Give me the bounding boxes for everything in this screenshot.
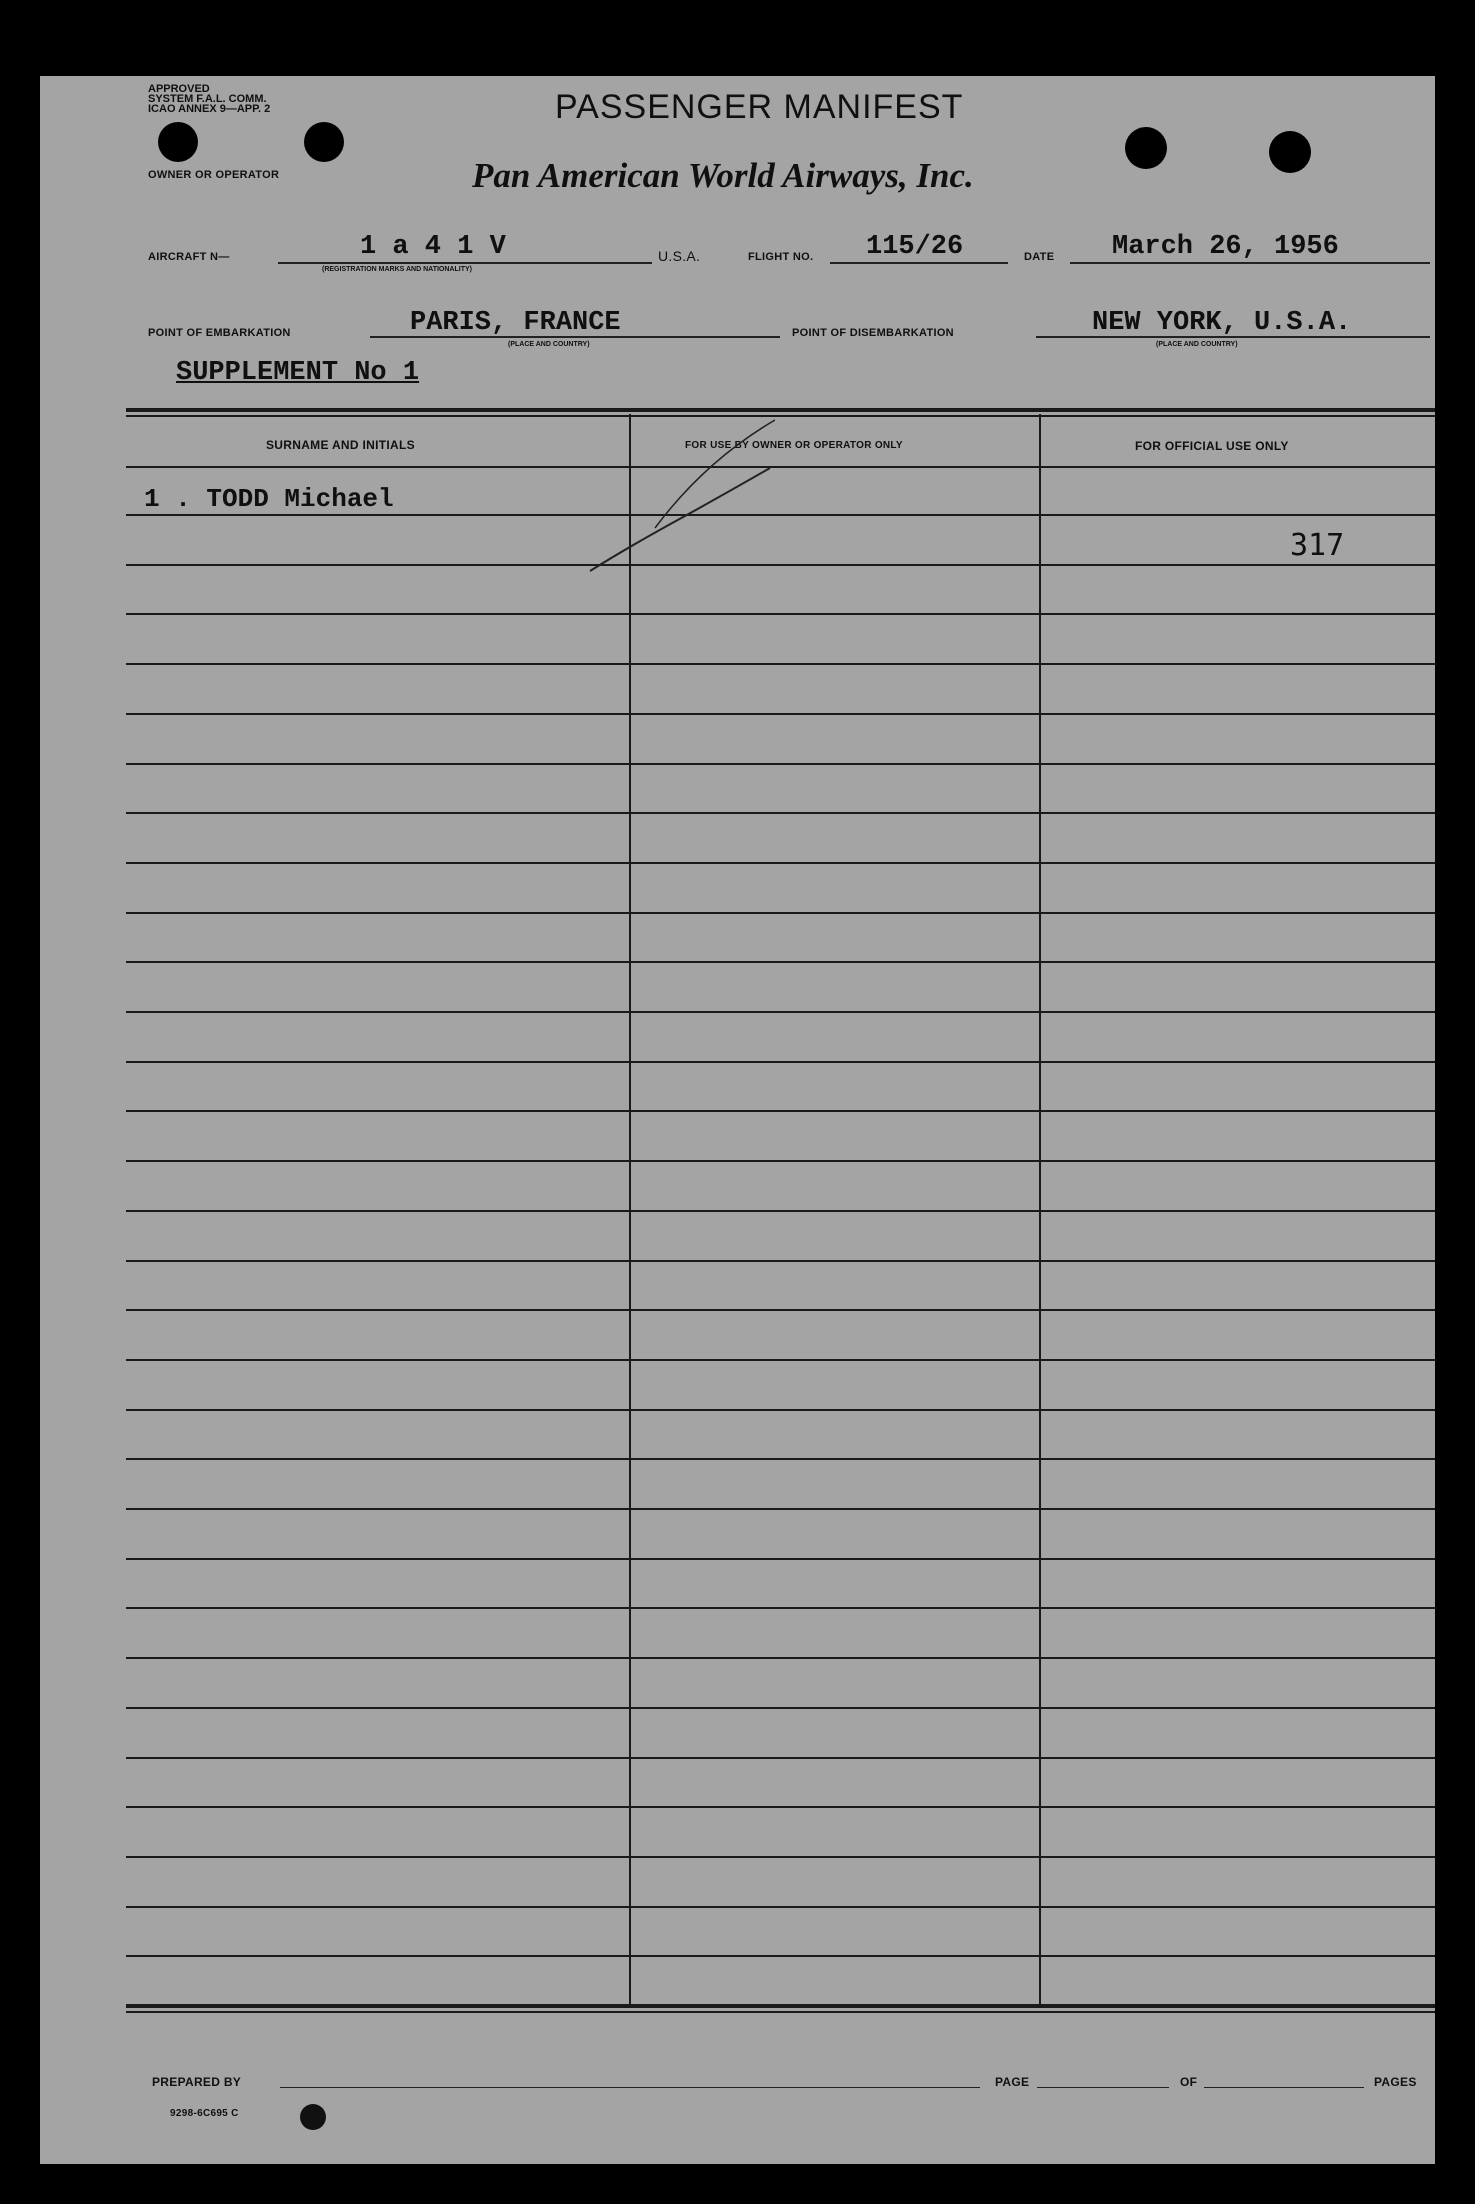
approval-line: APPROVED xyxy=(148,83,210,95)
row-rule xyxy=(126,1707,1435,1709)
prepared-line xyxy=(280,2087,980,2088)
prepared-label: PREPARED BY xyxy=(152,2075,242,2089)
row-rule xyxy=(126,1260,1435,1262)
row-rule xyxy=(126,1906,1435,1908)
aircraft-line xyxy=(278,262,652,264)
row-rule xyxy=(126,1011,1435,1013)
row-rule xyxy=(126,1757,1435,1759)
pen-check-mark xyxy=(545,416,775,586)
row-rule xyxy=(126,1607,1435,1609)
embark-label: POINT OF EMBARKATION xyxy=(148,327,291,339)
pages-label: PAGES xyxy=(1374,2075,1417,2089)
row-rule xyxy=(126,1458,1435,1460)
table-bottom-rule xyxy=(126,2004,1435,2008)
punch-hole xyxy=(304,122,344,162)
flight-line xyxy=(830,262,1008,264)
col-header-owner: FOR USE BY OWNER OR OPERATOR ONLY xyxy=(685,440,903,451)
supplement-note: SUPPLEMENT No 1 xyxy=(176,358,420,388)
of-label: OF xyxy=(1180,2075,1198,2089)
row-rule xyxy=(126,1210,1435,1212)
row-rule xyxy=(126,1359,1435,1361)
row-rule xyxy=(126,466,1435,468)
row-rule xyxy=(126,763,1435,765)
row-rule xyxy=(126,713,1435,715)
row-rule xyxy=(126,1309,1435,1311)
row-rule xyxy=(126,1657,1435,1659)
row-rule xyxy=(126,812,1435,814)
embark-caption: (PLACE AND COUNTRY) xyxy=(508,341,590,348)
row-rule xyxy=(126,1508,1435,1510)
manifest-sheet xyxy=(40,76,1435,2164)
owner-label: OWNER OR OPERATOR xyxy=(148,169,280,181)
aircraft-value: 1 a 4 1 V xyxy=(360,232,506,262)
row-rule xyxy=(126,1409,1435,1411)
operator-name: Pan American World Airways, Inc. xyxy=(472,156,974,195)
row-rule xyxy=(126,1061,1435,1063)
union-bug-icon xyxy=(300,2104,326,2130)
table-top-rule-2 xyxy=(126,415,1435,417)
page-label: PAGE xyxy=(995,2075,1030,2089)
date-line xyxy=(1070,262,1430,264)
row-rule xyxy=(126,1558,1435,1560)
aircraft-label: AIRCRAFT N— xyxy=(148,251,230,263)
row-rule xyxy=(126,514,1435,516)
usa-label: U.S.A. xyxy=(658,248,701,264)
approval-line: SYSTEM F.A.L. COMM. xyxy=(148,93,267,105)
page-title: PASSENGER MANIFEST xyxy=(555,88,964,126)
approval-stamp xyxy=(148,84,270,114)
official-entry: 317 xyxy=(1290,528,1345,563)
disembark-value: NEW YORK, U.S.A. xyxy=(1092,308,1352,338)
passenger-entry: 1 . TODD Michael xyxy=(144,484,394,514)
date-value: March 26, 1956 xyxy=(1112,232,1339,262)
row-rule xyxy=(126,1160,1435,1162)
punch-hole xyxy=(1125,127,1167,169)
row-rule xyxy=(126,912,1435,914)
col-header-official: FOR OFFICIAL USE ONLY xyxy=(1135,439,1289,453)
row-rule xyxy=(126,1806,1435,1808)
page-line xyxy=(1037,2087,1169,2088)
row-rule xyxy=(126,862,1435,864)
row-rule xyxy=(126,564,1435,566)
row-rule xyxy=(126,613,1435,615)
col-header-surname: SURNAME AND INITIALS xyxy=(266,438,415,452)
flight-label: FLIGHT NO. xyxy=(748,251,814,263)
row-rule xyxy=(126,663,1435,665)
form-number: 9298-6C695 C xyxy=(170,2108,239,2119)
punch-hole xyxy=(1269,131,1311,173)
row-rule xyxy=(126,1110,1435,1112)
date-label: DATE xyxy=(1024,251,1055,263)
disembark-label: POINT OF DISEMBARKATION xyxy=(792,327,954,339)
flight-value: 115/26 xyxy=(866,232,964,262)
row-rule xyxy=(126,1955,1435,1957)
punch-hole xyxy=(158,122,198,162)
of-line xyxy=(1204,2087,1364,2088)
table-top-rule xyxy=(126,408,1435,412)
disembark-caption: (PLACE AND COUNTRY) xyxy=(1156,341,1238,348)
row-rule xyxy=(126,961,1435,963)
row-rule xyxy=(126,1856,1435,1858)
aircraft-caption: (REGISTRATION MARKS AND NATIONALITY) xyxy=(322,266,472,273)
approval-line: ICAO ANNEX 9—APP. 2 xyxy=(148,103,271,115)
embark-value: PARIS, FRANCE xyxy=(410,308,621,338)
table-bottom-rule-2 xyxy=(126,2011,1435,2013)
